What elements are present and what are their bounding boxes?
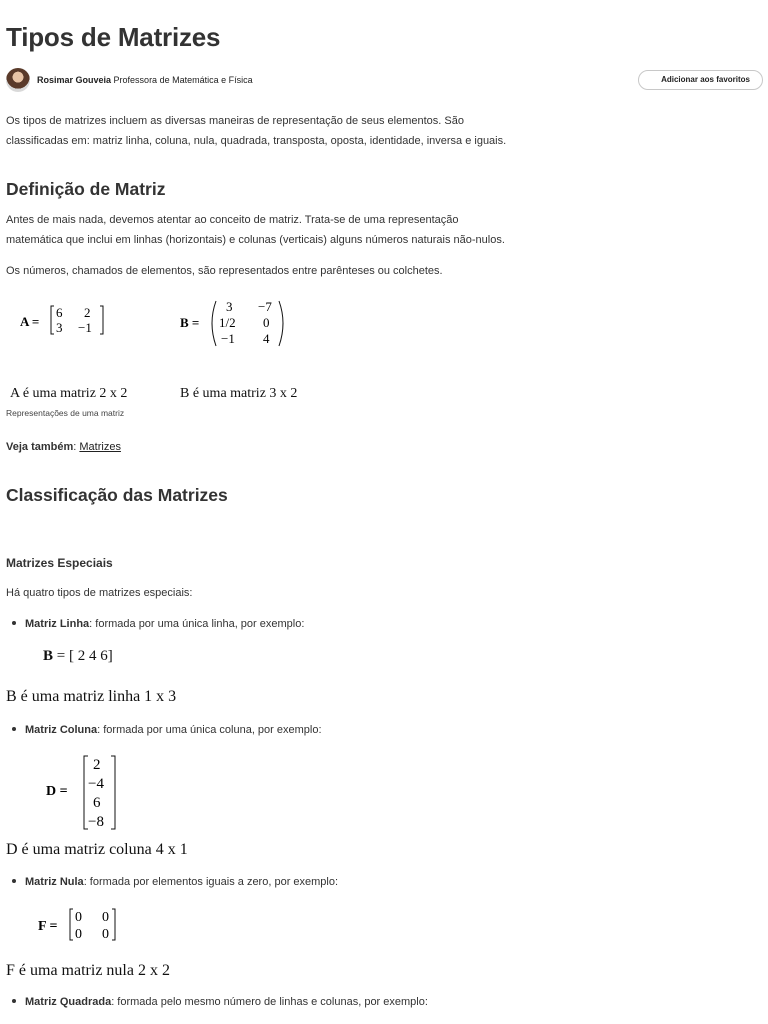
term-matriz-nula: Matriz Nula	[25, 876, 84, 888]
matrix-b-cell: −1	[221, 331, 235, 346]
matrix-nula-figure	[36, 905, 136, 945]
matrix-a-left-bracket	[51, 306, 54, 334]
matrix-a-caption: A é uma matriz 2 x 2	[10, 386, 128, 401]
matrix-a-right-bracket	[100, 306, 103, 334]
matrix-a-cell: 2	[84, 305, 91, 320]
matrix-nula-caption: F é uma matriz nula 2 x 2	[6, 962, 170, 979]
bullet	[12, 879, 16, 883]
matrix-b-cell: 0	[263, 315, 270, 330]
matrix-a-cell: −1	[78, 320, 92, 335]
figure-caption: Representações de uma matriz	[6, 408, 125, 418]
matrix-b-cell: 4	[263, 331, 270, 346]
matrix-coluna-right-bracket	[111, 756, 115, 829]
matrix-nula-right-bracket	[112, 909, 115, 940]
add-favorite-label: Adicionar aos favoritos	[661, 75, 750, 84]
matrix-b-figure	[178, 298, 298, 350]
matrix-nula-left-bracket	[70, 909, 73, 940]
list-item-matriz-coluna	[12, 724, 322, 736]
matrix-linha-values: = [ 2 4 6]	[56, 648, 113, 664]
matrix-coluna-figure	[44, 753, 134, 833]
definicao-line-2: matemática que inclui em linhas (horizontais) e colunas (verticais) alguns números naturais não-nulos.	[6, 234, 505, 246]
matrix-b-cell: 1/2	[219, 315, 236, 330]
matrix-coluna-cell: 6	[93, 795, 101, 811]
matrix-nula-cell: 0	[75, 910, 82, 925]
matrix-nula-cell: 0	[102, 910, 109, 925]
see-also-link[interactable]: Matrizes	[79, 441, 121, 453]
matrix-coluna-cell: −4	[88, 776, 104, 792]
matrix-coluna-cell: −8	[88, 814, 104, 830]
matrix-a-figure	[18, 300, 118, 340]
matrix-linha-label: B	[43, 648, 54, 664]
add-favorite-button[interactable]	[638, 70, 763, 90]
definicao-paragraph-2: Os números, chamados de elementos, são representados entre parênteses ou colchetes.	[6, 265, 443, 277]
author-bar	[6, 68, 763, 96]
definicao-paragraph-1	[6, 210, 566, 250]
list-item-matriz-linha	[12, 618, 304, 630]
page-title: Tipos de Matrizes	[6, 22, 221, 52]
term-matriz-quadrada: Matriz Quadrada	[25, 996, 112, 1008]
matrix-nula-label: F =	[38, 919, 58, 934]
matrix-b-cell: 3	[226, 299, 233, 314]
list-item-matriz-quadrada	[12, 996, 428, 1008]
author-info	[37, 75, 253, 85]
matrix-b-cell: −7	[258, 299, 272, 314]
list-item-matriz-nula	[12, 876, 338, 888]
bullet	[12, 999, 16, 1003]
bullet	[12, 621, 16, 625]
matrix-b-label: B =	[180, 315, 200, 330]
section-heading-definicao: Definição de Matriz	[6, 179, 166, 199]
see-also-label: Veja também	[6, 441, 74, 453]
desc-matriz-coluna: : formada por uma única coluna, por exemplo:	[97, 724, 322, 736]
author-role: Professora de Matemática e Física	[113, 75, 253, 85]
intro-line-1: Os tipos de matrizes incluem as diversas maneiras de representação de seus elementos. São	[6, 115, 464, 127]
matrix-nula-cell: 0	[75, 927, 82, 942]
matrix-a-cell: 6	[56, 305, 63, 320]
matrix-coluna-cell: 2	[93, 757, 101, 773]
bullet	[12, 727, 16, 731]
matrix-b-caption: B é uma matriz 3 x 2	[180, 386, 298, 401]
intro-paragraph	[6, 111, 566, 151]
matrix-coluna-caption: D é uma matriz coluna 4 x 1	[6, 841, 188, 858]
desc-matriz-quadrada: : formada pelo mesmo número de linhas e colunas, por exemplo:	[111, 996, 428, 1008]
matrix-b-right-paren	[279, 301, 283, 346]
section-heading-classificacao: Classificação das Matrizes	[6, 485, 228, 505]
term-matriz-linha: Matriz Linha	[25, 618, 90, 630]
see-also: Veja também: Matrizes	[6, 441, 121, 453]
matrix-b-left-paren	[212, 301, 216, 346]
desc-matriz-linha: : formada por uma única linha, por exemplo:	[89, 618, 305, 630]
matrix-coluna-label: D =	[46, 784, 68, 799]
author-avatar[interactable]	[6, 68, 30, 92]
matrix-a-label: A =	[20, 314, 40, 329]
desc-matriz-nula: : formada por elementos iguais a zero, por exemplo:	[83, 876, 339, 888]
matrix-nula-cell: 0	[102, 927, 109, 942]
matrix-linha-expression	[43, 648, 113, 665]
subsection-heading-especiais: Matrizes Especiais	[6, 556, 113, 570]
definicao-line-1: Antes de mais nada, devemos atentar ao conceito de matriz. Trata-se de uma representação	[6, 214, 459, 226]
matrix-a-cell: 3	[56, 320, 63, 335]
especiais-intro: Há quatro tipos de matrizes especiais:	[6, 587, 193, 599]
term-matriz-coluna: Matriz Coluna	[25, 724, 98, 736]
intro-line-2: classificadas em: matriz linha, coluna, nula, quadrada, transposta, oposta, identidade, inversa e iguais.	[6, 135, 507, 147]
author-name[interactable]: Rosimar Gouveia	[37, 75, 112, 85]
matrix-linha-caption: B é uma matriz linha 1 x 3	[6, 688, 177, 705]
